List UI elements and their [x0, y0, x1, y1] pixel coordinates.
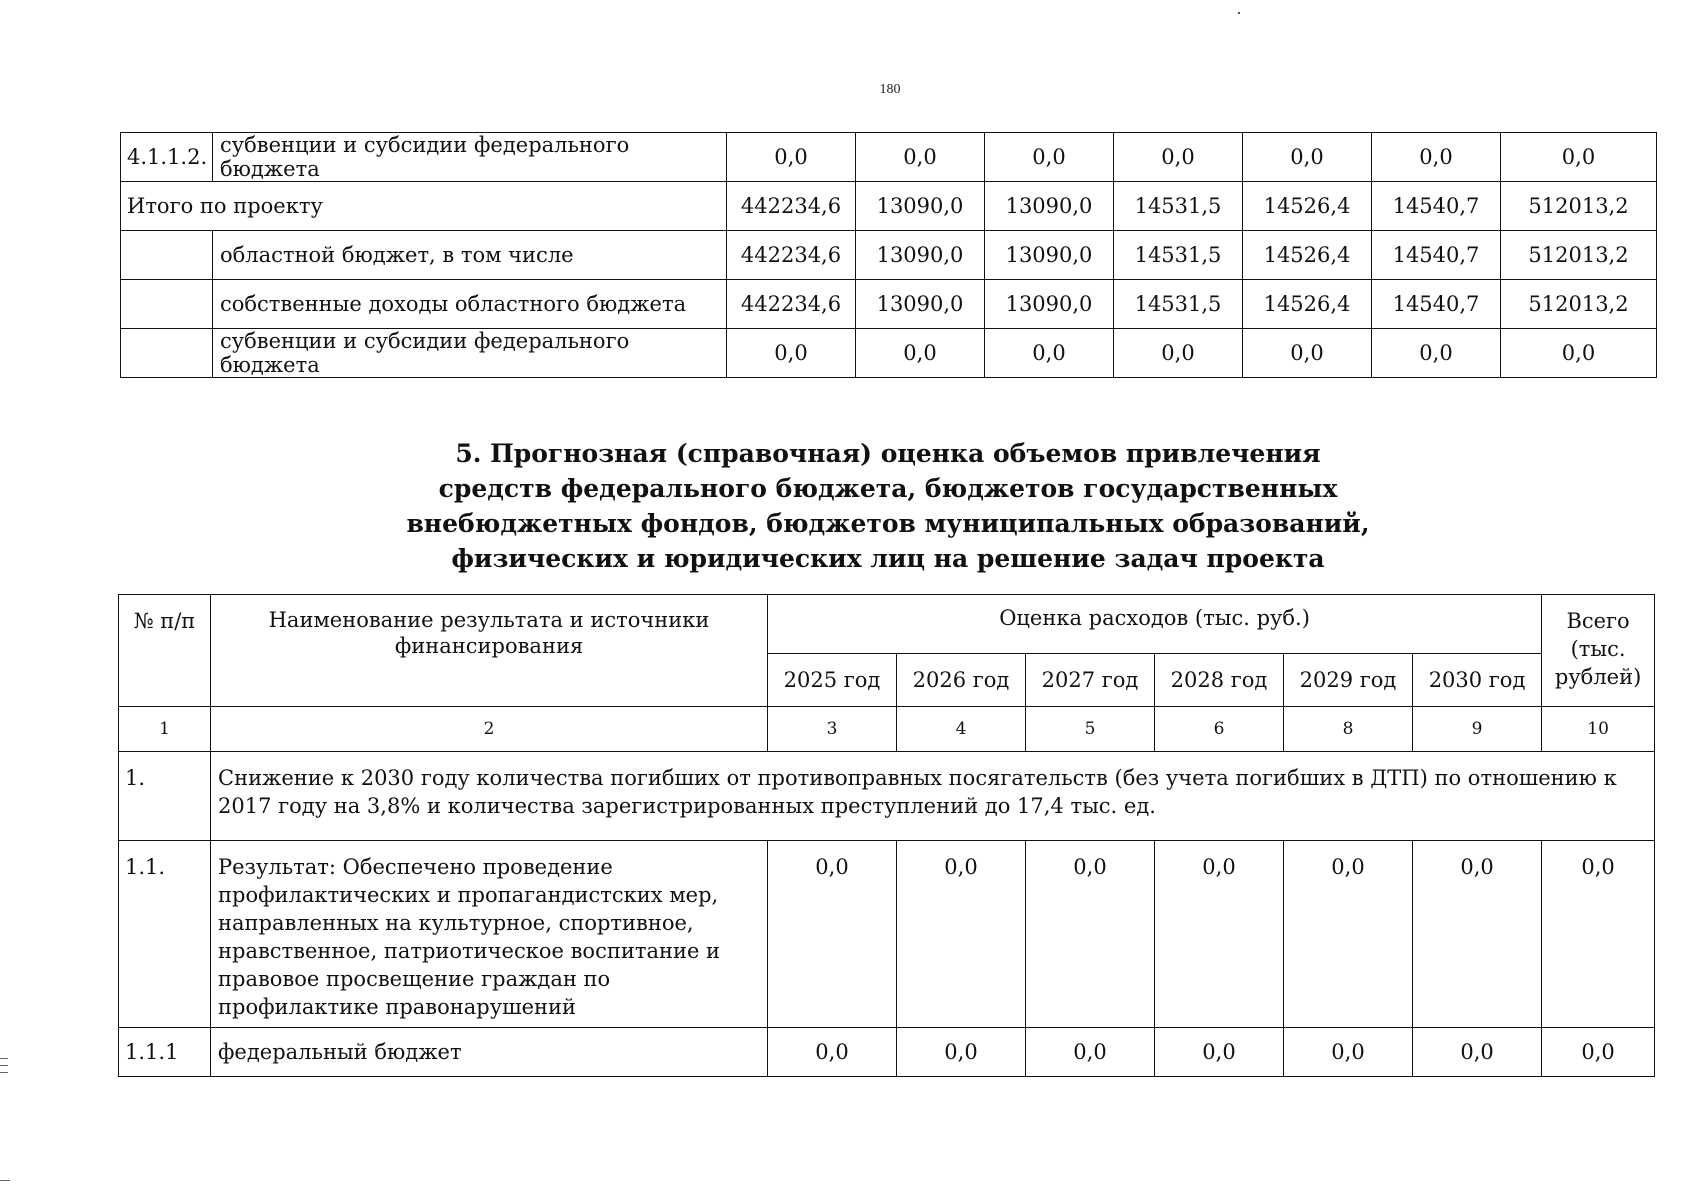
column-number: 4 — [897, 707, 1026, 752]
column-number-row — [119, 707, 1655, 752]
table-row — [121, 329, 1657, 378]
row-name: областной бюджет, в том числе — [213, 231, 727, 280]
value-cell: 14540,7 — [1372, 231, 1501, 280]
value-cell: 0,0 — [1501, 133, 1657, 182]
header-year: 2029 год — [1284, 654, 1413, 707]
header-year: 2030 год — [1413, 654, 1542, 707]
column-number: 2 — [211, 707, 768, 752]
heading-line: средств федерального бюджета, бюджетов государственных — [438, 474, 1338, 503]
value-cell: 0,0 — [897, 1028, 1026, 1077]
table-row — [119, 841, 1655, 1028]
value-cell: 0,0 — [1114, 329, 1243, 378]
value-cell: 0,0 — [1413, 841, 1542, 1028]
row-name: собственные доходы областного бюджета — [213, 280, 727, 329]
column-number: 10 — [1542, 707, 1655, 752]
table-row — [119, 752, 1655, 841]
value-cell: 0,0 — [1542, 841, 1655, 1028]
value-cell: 0,0 — [1243, 329, 1372, 378]
section-heading — [120, 436, 1656, 576]
row-name: Результат: Обеспечено проведение профилактических и пропагандистских мер, направленных на культурное, спортивное, нравственное, патриотическое воспитание и правовое просвещение граждан по профилактике правонарушений — [211, 841, 768, 1028]
row-number: 1. — [119, 752, 211, 841]
header-total: Всего (тыс. рублей) — [1542, 595, 1655, 707]
value-cell: 0,0 — [1501, 329, 1657, 378]
value-cell: 13090,0 — [856, 231, 985, 280]
value-cell: 13090,0 — [985, 182, 1114, 231]
value-cell: 14531,5 — [1114, 280, 1243, 329]
heading-line: внебюджетных фондов, бюджетов муниципальных образований, — [406, 509, 1370, 538]
value-cell: 512013,2 — [1501, 280, 1657, 329]
value-cell: 0,0 — [1372, 329, 1501, 378]
value-cell: 0,0 — [1542, 1028, 1655, 1077]
value-cell: 14540,7 — [1372, 280, 1501, 329]
value-cell: 13090,0 — [856, 182, 985, 231]
table-row — [119, 1028, 1655, 1077]
value-cell: 0,0 — [897, 841, 1026, 1028]
value-cell: 0,0 — [727, 329, 856, 378]
goal-text: Снижение к 2030 году количества погибших от противоправных посягательств (без учета погибших в ДТП) по отношению к 2017 году на 3,8% и количества зарегистрированных преступлений до 17,4 тыс. ед. — [211, 752, 1655, 841]
funding-table-continued — [120, 132, 1657, 378]
value-cell: 0,0 — [1284, 841, 1413, 1028]
value-cell: 0,0 — [1372, 133, 1501, 182]
header-num: № п/п — [119, 595, 211, 707]
value-cell: 0,0 — [985, 329, 1114, 378]
value-cell: 13090,0 — [985, 231, 1114, 280]
value-cell: 0,0 — [1026, 1028, 1155, 1077]
header-name: Наименование результата и источники финансирования — [211, 595, 768, 707]
value-cell: 14531,5 — [1114, 182, 1243, 231]
value-cell: 0,0 — [1155, 1028, 1284, 1077]
column-number: 6 — [1155, 707, 1284, 752]
scan-margin-tick — [0, 1180, 10, 1181]
row-name: федеральный бюджет — [211, 1028, 768, 1077]
value-cell: 512013,2 — [1501, 182, 1657, 231]
value-cell: 0,0 — [856, 133, 985, 182]
table-row — [121, 133, 1657, 182]
row-name: субвенции и субсидии федерального бюджета — [213, 329, 727, 378]
table-row — [121, 280, 1657, 329]
value-cell: 0,0 — [1413, 1028, 1542, 1077]
row-number — [121, 329, 213, 378]
scan-dot — [1238, 12, 1240, 14]
value-cell: 0,0 — [1114, 133, 1243, 182]
value-cell: 0,0 — [1284, 1028, 1413, 1077]
row-number: 1.1. — [119, 841, 211, 1028]
value-cell: 14526,4 — [1243, 182, 1372, 231]
page-number: 180 — [879, 82, 901, 97]
value-cell: 0,0 — [768, 841, 897, 1028]
header-year: 2027 год — [1026, 654, 1155, 707]
value-cell: 442234,6 — [727, 231, 856, 280]
table-row — [121, 182, 1657, 231]
header-year: 2026 год — [897, 654, 1026, 707]
value-cell: 13090,0 — [856, 280, 985, 329]
row-number: 4.1.1.2. — [121, 133, 213, 182]
row-number — [121, 231, 213, 280]
value-cell: 0,0 — [727, 133, 856, 182]
row-name: субвенции и субсидии федерального бюджета — [213, 133, 727, 182]
value-cell: 0,0 — [985, 133, 1114, 182]
heading-line: физических и юридических лиц на решение задач проекта — [451, 544, 1325, 573]
header-row — [119, 595, 1655, 654]
scan-margin-marks — [0, 1058, 10, 1079]
value-cell: 0,0 — [856, 329, 985, 378]
header-year: 2025 год — [768, 654, 897, 707]
value-cell: 0,0 — [1243, 133, 1372, 182]
row-number: 1.1.1 — [119, 1028, 211, 1077]
row-number — [121, 280, 213, 329]
value-cell: 0,0 — [1026, 841, 1155, 1028]
value-cell: 0,0 — [768, 1028, 897, 1077]
header-year: 2028 год — [1155, 654, 1284, 707]
value-cell: 13090,0 — [985, 280, 1114, 329]
value-cell: 0,0 — [1155, 841, 1284, 1028]
column-number: 3 — [768, 707, 897, 752]
heading-line: 5. Прогнозная (справочная) оценка объемов привлечения — [455, 439, 1321, 468]
value-cell: 14540,7 — [1372, 182, 1501, 231]
column-number: 1 — [119, 707, 211, 752]
header-costs: Оценка расходов (тыс. руб.) — [768, 595, 1542, 654]
value-cell: 14531,5 — [1114, 231, 1243, 280]
total-label: Итого по проекту — [121, 182, 727, 231]
column-number: 8 — [1284, 707, 1413, 752]
forecast-table — [118, 594, 1655, 1077]
value-cell: 442234,6 — [727, 182, 856, 231]
column-number: 9 — [1413, 707, 1542, 752]
value-cell: 442234,6 — [727, 280, 856, 329]
column-number: 5 — [1026, 707, 1155, 752]
table-row — [121, 231, 1657, 280]
value-cell: 512013,2 — [1501, 231, 1657, 280]
value-cell: 14526,4 — [1243, 280, 1372, 329]
value-cell: 14526,4 — [1243, 231, 1372, 280]
